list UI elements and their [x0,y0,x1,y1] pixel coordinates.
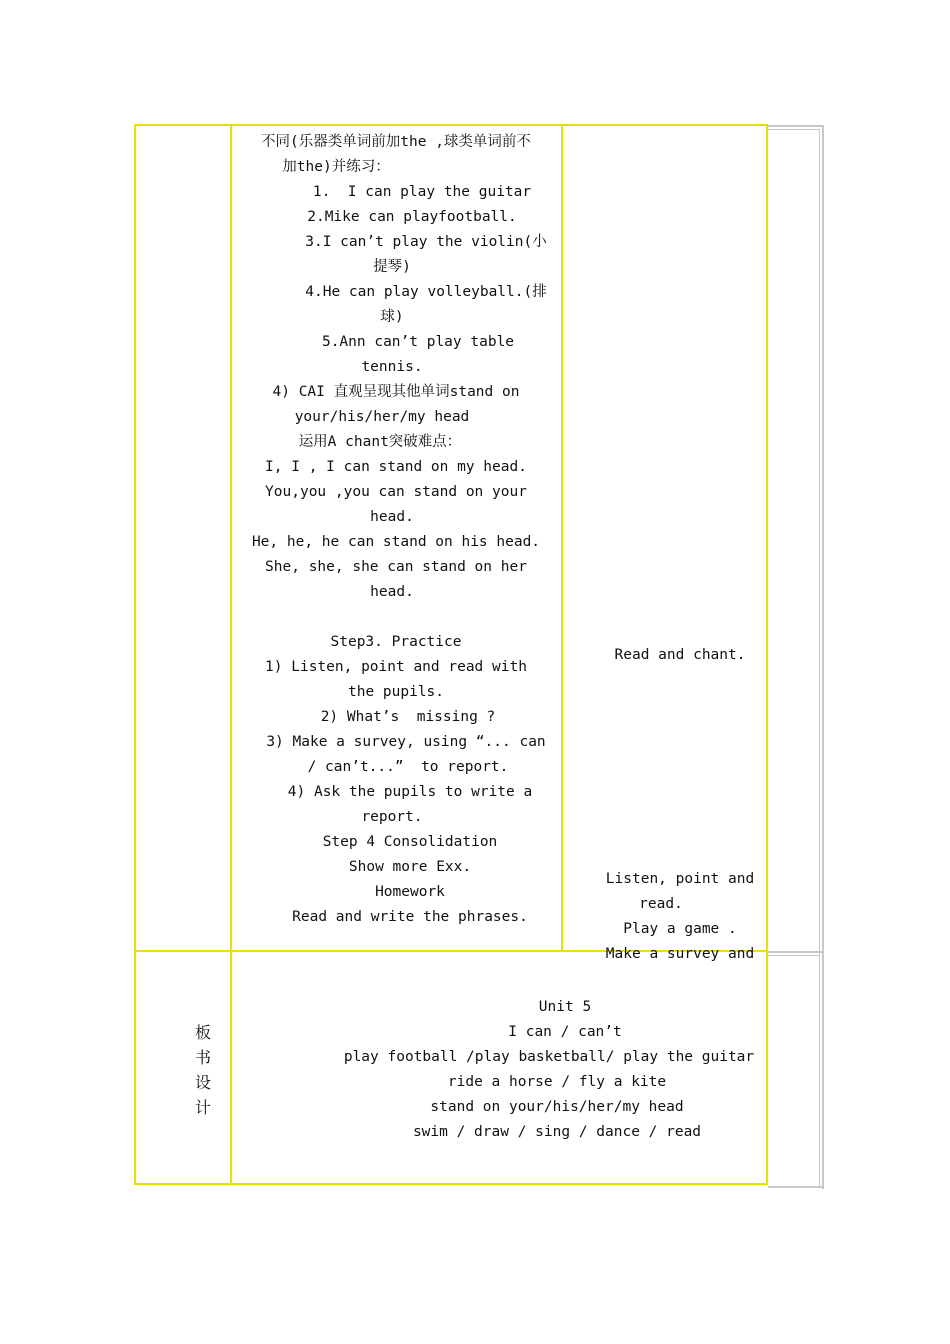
board-line: ride a horse / fly a kite [447,1074,667,1090]
table-border-left [134,124,136,1185]
process-line: 提琴) [373,259,411,275]
process-line: 不同(乐器类单词前加the ,球类单词前不 [261,134,531,150]
student-activity-line: read. [639,896,683,912]
process-line: He, he, he can stand on his head. [251,534,541,550]
process-line: 1. I can play the guitar [312,184,532,200]
process-line: head. [370,584,414,600]
board-line: Unit 5 [538,999,592,1015]
student-activity-line: Make a survey and [605,946,755,962]
board-label-char: 设 [194,1073,211,1092]
process-line: 4) Ask the pupils to write a [287,784,533,800]
board-label-char: 计 [194,1098,211,1117]
process-line: Step 4 Consolidation [322,834,498,850]
process-line: Step3. Practice [330,634,462,650]
process-line: 5.Ann can’t play table [321,334,515,350]
process-line: 球) [380,309,404,325]
process-line: the pupils. [347,684,445,700]
board-line: I can / can’t [508,1024,622,1040]
side-frame-top [768,125,824,127]
process-line: I, I , I can stand on my head. [265,459,527,475]
process-line: 加the)并练习： [282,159,390,175]
process-line: report. [361,809,423,825]
student-activity-line: Listen, point and [605,871,755,887]
process-line: 2) What’s missing ? [320,709,496,725]
process-line: head. [370,509,414,525]
process-line: 1) Listen, point and read with [265,659,527,675]
process-line: Read and write the phrases. [292,909,528,925]
board-label-char: 板 [194,1023,211,1042]
process-line: 2.Mike can playfootball. [307,209,517,225]
board-line: play football /play basketball/ play the guitar [343,1049,755,1065]
student-activity-line: Play a game . [623,921,737,937]
process-line: 4.He can play volleyball.(排 [305,284,547,300]
process-line: 3.I can’t play the violin(小 [305,234,547,250]
board-line: stand on your/his/her/my head [430,1099,684,1115]
process-line: tennis. [361,359,423,375]
process-line: 运用A chant突破难点： [298,434,462,450]
process-line: 3) Make a survey, using “... can [266,734,546,750]
process-line: Homework [375,884,445,900]
board-line: swim / draw / sing / dance / read [412,1124,702,1140]
side-frame-bottom [768,1186,824,1188]
board-label-char: 书 [194,1048,211,1067]
process-line: 4) CAI 直观呈现其他单词stand on [272,384,520,400]
student-activity-chant: Read and chant. [614,647,746,663]
process-line: your/his/her/my head [294,409,470,425]
side-frame-top-inner [768,129,820,130]
process-line: / can’t...” to report. [307,759,509,775]
process-line: She, she, she can stand on her [265,559,527,575]
process-line: You,you ,you can stand on your [265,484,527,500]
process-line: Show more Exx. [348,859,472,875]
